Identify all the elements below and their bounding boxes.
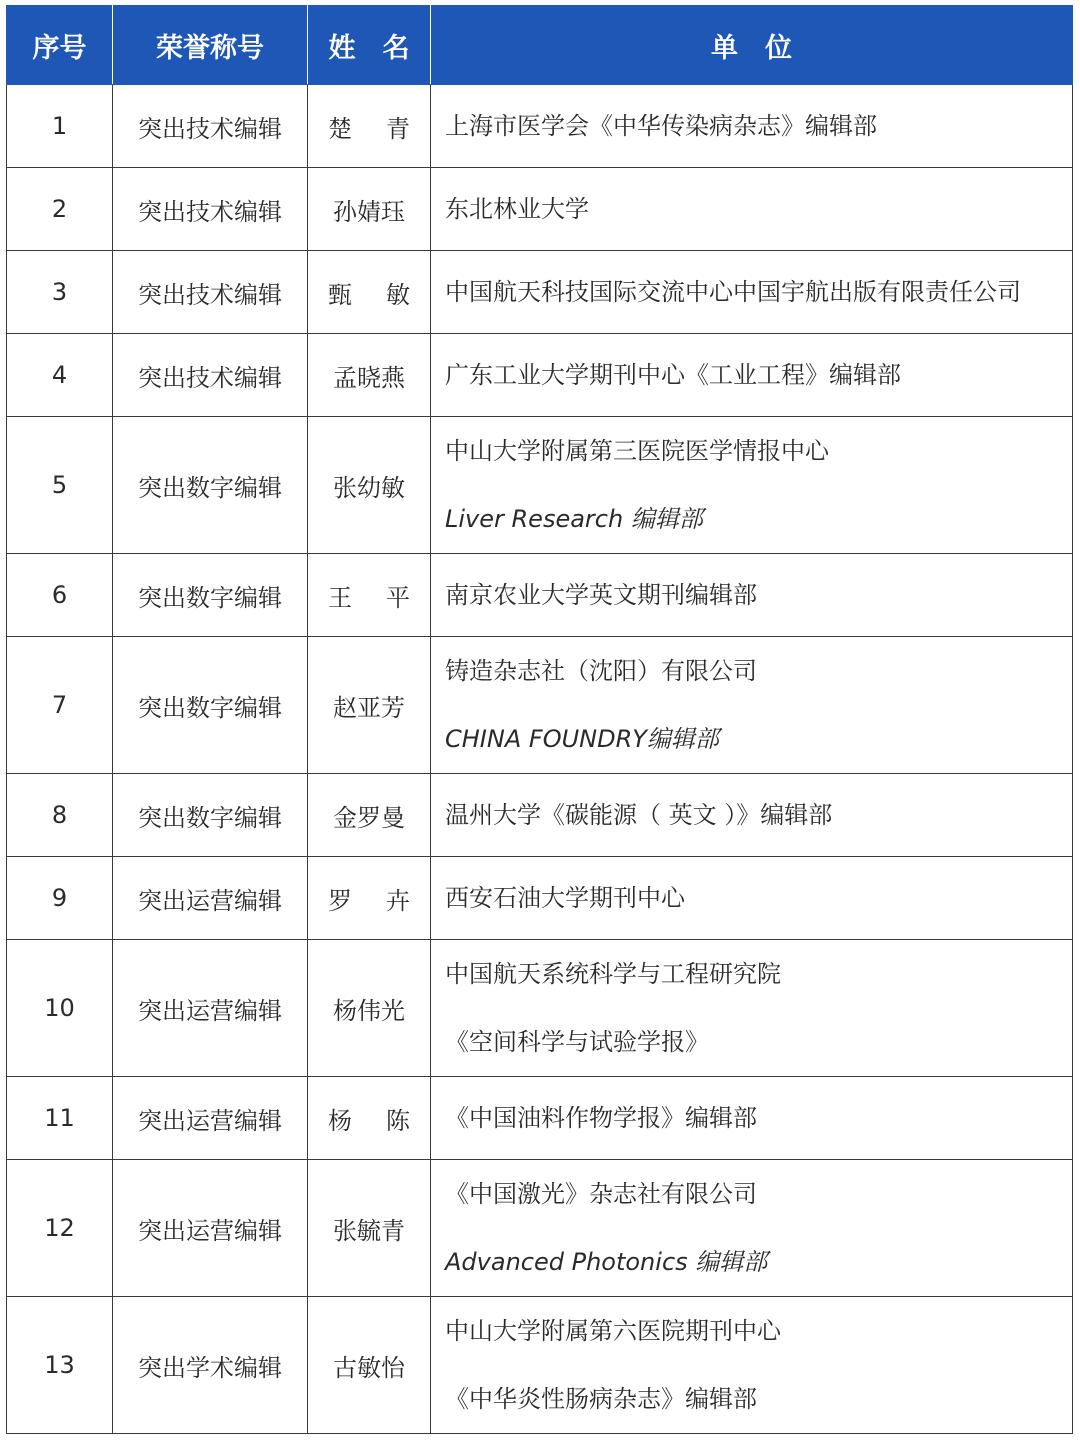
- name-text: 张幼敏: [333, 473, 405, 502]
- organization-line: 中国航天系统科学与工程研究院: [445, 960, 781, 988]
- row-person-name: [308, 85, 431, 168]
- row-organization: [431, 774, 1073, 857]
- row-person-name: [308, 251, 431, 334]
- row-honor-title: 突出数字编辑: [113, 554, 308, 637]
- name-char: 甄: [328, 280, 352, 309]
- name-text: 孙婧珏: [333, 197, 405, 226]
- row-organization: [431, 554, 1073, 637]
- name-text: 赵亚芳: [333, 693, 405, 722]
- table-row: [7, 1297, 1073, 1434]
- row-index: 9: [7, 857, 113, 940]
- table-row: [7, 637, 1073, 774]
- row-honor-title: 突出技术编辑: [113, 168, 308, 251]
- name-char: 杨: [328, 1106, 352, 1135]
- table-header-row: [7, 6, 1073, 85]
- name-char: 青: [386, 114, 410, 143]
- organization-line: Liver Research 编辑部: [445, 505, 703, 533]
- row-organization: [431, 334, 1073, 417]
- name-char: 敏: [386, 280, 410, 309]
- honor-table: [6, 5, 1073, 1434]
- organization-line: CHINA FOUNDRY编辑部: [445, 725, 719, 753]
- organization-line: 中山大学附属第六医院期刊中心: [445, 1317, 781, 1345]
- name-text: 杨伟光: [333, 996, 405, 1025]
- table-row: [7, 334, 1073, 417]
- table-row: [7, 940, 1073, 1077]
- row-organization: [431, 417, 1073, 554]
- row-organization: [431, 857, 1073, 940]
- header-unit: 单 位: [431, 6, 1073, 85]
- row-honor-title: 突出学术编辑: [113, 1297, 308, 1434]
- row-organization: [431, 1297, 1073, 1434]
- organization-line: 铸造杂志社（沈阳）有限公司: [445, 657, 757, 685]
- row-organization: [431, 1077, 1073, 1160]
- name-text: 古敏怡: [333, 1353, 405, 1382]
- row-honor-title: 突出数字编辑: [113, 637, 308, 774]
- table-row: [7, 85, 1073, 168]
- row-index: 3: [7, 251, 113, 334]
- name-char: 平: [386, 583, 410, 612]
- row-organization: [431, 637, 1073, 774]
- row-honor-title: 突出技术编辑: [113, 85, 308, 168]
- row-honor-title: 突出技术编辑: [113, 251, 308, 334]
- header-title: 荣誉称号: [113, 6, 308, 85]
- organization-line: 温州大学《碳能源（ 英文 ）》编辑部: [445, 801, 833, 829]
- table-row: [7, 168, 1073, 251]
- header-name: 姓 名: [308, 6, 431, 85]
- row-person-name: [308, 637, 431, 774]
- table-row: [7, 774, 1073, 857]
- row-index: 5: [7, 417, 113, 554]
- row-honor-title: 突出数字编辑: [113, 417, 308, 554]
- table-row: [7, 1160, 1073, 1297]
- row-person-name: [308, 417, 431, 554]
- organization-line: 上海市医学会《中华传染病杂志》编辑部: [445, 112, 877, 140]
- row-organization: [431, 1160, 1073, 1297]
- organization-line: Advanced Photonics 编辑部: [445, 1248, 768, 1276]
- organization-line: 南京农业大学英文期刊编辑部: [445, 581, 757, 609]
- name-text: 张毓青: [333, 1216, 405, 1245]
- name-text: 金罗曼: [333, 803, 405, 832]
- organization-line: 中国航天科技国际交流中心中国宇航出版有限责任公司: [445, 278, 1021, 306]
- row-person-name: [308, 1077, 431, 1160]
- row-person-name: [308, 774, 431, 857]
- row-honor-title: 突出运营编辑: [113, 857, 308, 940]
- row-person-name: [308, 334, 431, 417]
- row-honor-title: 突出运营编辑: [113, 1077, 308, 1160]
- organization-line: 《中华炎性肠病杂志》编辑部: [445, 1385, 757, 1413]
- row-honor-title: 突出技术编辑: [113, 334, 308, 417]
- organization-line: 西安石油大学期刊中心: [445, 884, 685, 912]
- row-person-name: [308, 857, 431, 940]
- organization-line: 中山大学附属第三医院医学情报中心: [445, 437, 829, 465]
- row-organization: [431, 940, 1073, 1077]
- row-index: 2: [7, 168, 113, 251]
- table-row: [7, 1077, 1073, 1160]
- row-index: 4: [7, 334, 113, 417]
- row-index: 1: [7, 85, 113, 168]
- row-person-name: [308, 1297, 431, 1434]
- organization-line: 广东工业大学期刊中心《工业工程》编辑部: [445, 361, 901, 389]
- table-row: [7, 251, 1073, 334]
- row-person-name: [308, 554, 431, 637]
- table-row: [7, 417, 1073, 554]
- name-char: 陈: [386, 1106, 410, 1135]
- table-row: [7, 857, 1073, 940]
- organization-line: 《中国激光》杂志社有限公司: [445, 1180, 757, 1208]
- row-index: 6: [7, 554, 113, 637]
- name-char: 罗: [328, 886, 352, 915]
- row-honor-title: 突出运营编辑: [113, 940, 308, 1077]
- organization-line: 东北林业大学: [445, 195, 589, 223]
- row-index: 12: [7, 1160, 113, 1297]
- row-index: 10: [7, 940, 113, 1077]
- row-organization: [431, 168, 1073, 251]
- organization-line: 《空间科学与试验学报》: [445, 1028, 709, 1056]
- name-char: 卉: [386, 886, 410, 915]
- row-index: 8: [7, 774, 113, 857]
- name-char: 楚: [328, 114, 352, 143]
- table-row: [7, 554, 1073, 637]
- row-index: 11: [7, 1077, 113, 1160]
- row-organization: [431, 85, 1073, 168]
- row-organization: [431, 251, 1073, 334]
- row-person-name: [308, 940, 431, 1077]
- table-body: [7, 85, 1073, 1434]
- row-index: 7: [7, 637, 113, 774]
- row-person-name: [308, 168, 431, 251]
- organization-line: 《中国油料作物学报》编辑部: [445, 1104, 757, 1132]
- row-honor-title: 突出数字编辑: [113, 774, 308, 857]
- row-index: 13: [7, 1297, 113, 1434]
- row-honor-title: 突出运营编辑: [113, 1160, 308, 1297]
- header-index: 序号: [7, 6, 113, 85]
- name-text: 孟晓燕: [333, 363, 405, 392]
- name-char: 王: [328, 583, 352, 612]
- row-person-name: [308, 1160, 431, 1297]
